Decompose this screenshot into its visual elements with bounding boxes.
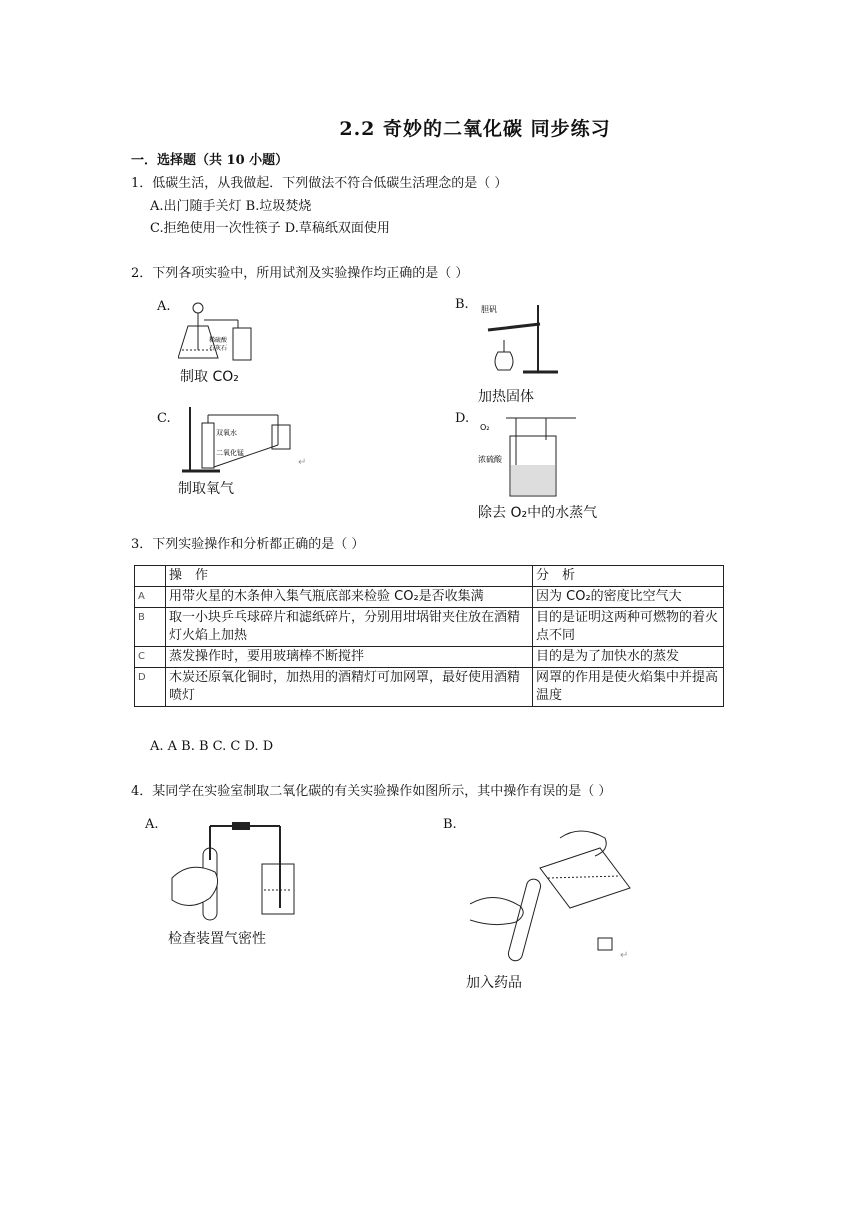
- row-analysis: 因为 CO₂的密度比空气大: [533, 587, 724, 608]
- row-operation: 蒸发操作时，要用玻璃棒不断搅拌: [166, 647, 533, 668]
- q2-c-caption: 制取氧气: [178, 481, 234, 497]
- q2-a-label-acid: 稀硫酸: [209, 337, 228, 344]
- q2-a-apparatus-figure: [178, 298, 268, 366]
- q2-option-d-letter: D.: [455, 411, 470, 426]
- table-header-operation: 操 作: [166, 566, 533, 587]
- q2-option-b-letter: B.: [455, 297, 469, 312]
- q2-d-label-acid: 浓硫酸: [478, 455, 502, 464]
- q2-c-label-mno2: 二氧化锰: [216, 449, 244, 457]
- table-header-row: [135, 566, 724, 587]
- q2-b-label-substance: 胆矾: [481, 305, 497, 314]
- question-2-stem: 2．下列各项实验中，所用试剂及实验操作均正确的是（ ）: [131, 266, 469, 281]
- row-analysis: 目的是为了加快水的蒸发: [533, 647, 724, 668]
- q4-b-adding-reagent-figure: [470, 818, 640, 968]
- table-row: [135, 668, 724, 707]
- q2-b-caption: 加热固体: [478, 389, 534, 405]
- row-operation: 木炭还原氧化铜时，加热用的酒精灯可加网罩，最好使用酒精喷灯: [166, 668, 533, 707]
- table-cell: [135, 566, 166, 587]
- q2-a-caption: 制取 CO₂: [180, 369, 239, 385]
- q2-c-label-peroxide: 双氧水: [216, 429, 237, 437]
- q2-a-label-limestone: 石灰石: [209, 345, 228, 352]
- svg-text:↵: ↵: [298, 457, 307, 468]
- analysis-table: [134, 565, 724, 707]
- row-key: C: [135, 647, 166, 668]
- table-row: [135, 587, 724, 608]
- q4-option-b-letter: B.: [443, 817, 457, 832]
- q2-d-label-oxygen: O₂: [480, 423, 490, 432]
- page-title: 2.2 奇妙的二氧化碳 同步练习: [339, 118, 611, 140]
- row-analysis: 网罩的作用是使火焰集中并提高温度: [533, 668, 724, 707]
- row-key: D: [135, 668, 166, 707]
- table-header-analysis: 分 析: [533, 566, 724, 587]
- table-row: [135, 608, 724, 647]
- svg-text:↵: ↵: [620, 950, 629, 961]
- question-3-options: A. A B. B C. C D. D: [150, 739, 274, 754]
- question-3-stem: 3．下列实验操作和分析都正确的是（ ）: [131, 537, 365, 552]
- row-analysis: 目的是证明这两种可燃物的着火点不同: [533, 608, 724, 647]
- q4-a-caption: 检查装置气密性: [168, 931, 266, 947]
- question-1-options-line1: A.出门随手关灯 B.垃圾焚烧: [150, 199, 312, 214]
- q2-d-apparatus-figure: [476, 410, 586, 500]
- row-key: A: [135, 587, 166, 608]
- q2-option-c-letter: C.: [157, 411, 171, 426]
- section-heading: 一．选择题（共 10 小题）: [131, 153, 289, 168]
- question-1-options-line2: C.拒绝使用一次性筷子 D.草稿纸双面使用: [150, 221, 390, 236]
- q2-c-apparatus-figure: [180, 405, 310, 477]
- q4-option-a-letter: A.: [145, 817, 159, 832]
- row-operation: 用带火星的木条伸入集气瓶底部来检验 CO₂是否收集满: [166, 587, 533, 608]
- row-operation: 取一小块乒乓球碎片和滤纸碎片，分别用坩埚钳夹住放在酒精灯火焰上加热: [166, 608, 533, 647]
- table-row: [135, 647, 724, 668]
- q2-b-apparatus-figure: [478, 300, 568, 380]
- q2-d-caption: 除去 O₂中的水蒸气: [478, 505, 598, 521]
- q2-option-a-letter: A.: [157, 299, 171, 314]
- question-4-stem: 4．某同学在实验室制取二氧化碳的有关实验操作如图所示，其中操作有误的是（ ）: [131, 784, 612, 799]
- question-1-stem: 1．低碳生活，从我做起．下列做法不符合低碳生活理念的是（ ）: [131, 176, 508, 191]
- q4-b-caption: 加入药品: [466, 975, 522, 991]
- q4-a-airtightness-figure: [170, 820, 315, 925]
- row-key: B: [135, 608, 166, 647]
